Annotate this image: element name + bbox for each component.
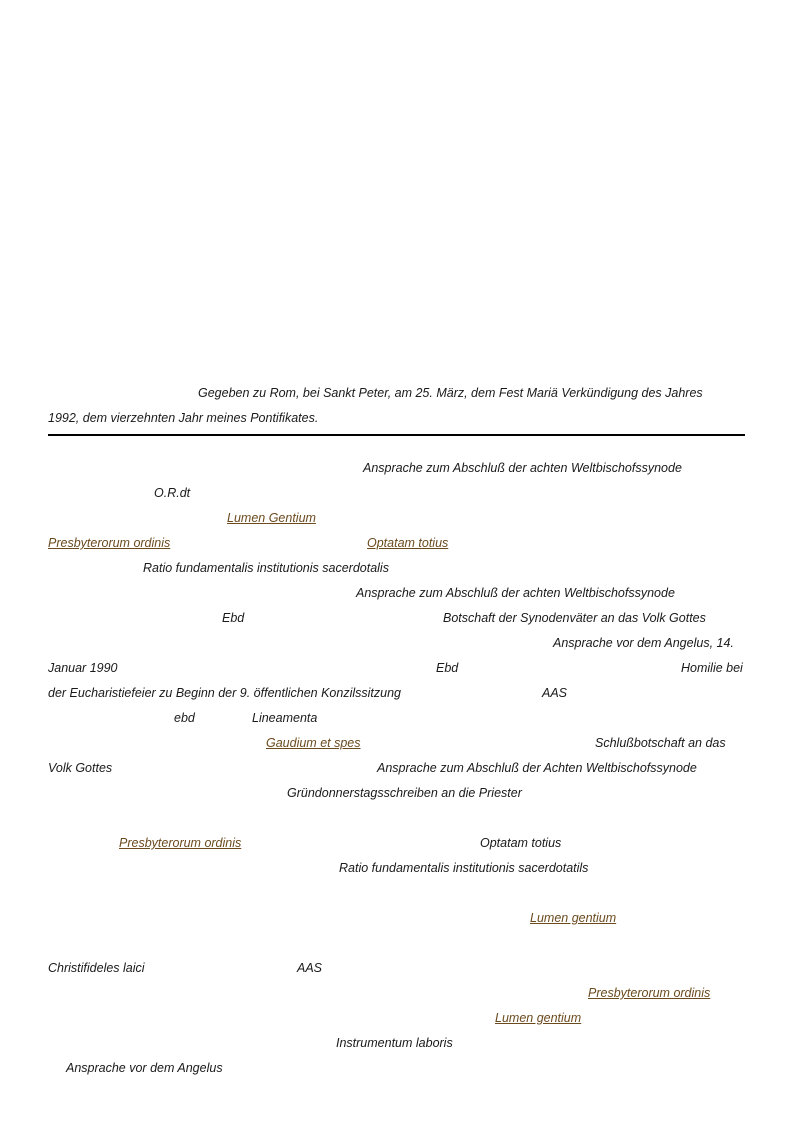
footnote-text: Ebd: [436, 661, 459, 675]
footnote-text: Ratio fundamentalis institutionis sacerdotalis: [143, 561, 389, 575]
footnote-text: Volk Gottes: [48, 761, 113, 775]
footnote-text: Homilie bei: [681, 661, 743, 675]
footnote-text: Christifideles laici: [48, 961, 145, 975]
footnote-link[interactable]: Gaudium et spes: [266, 736, 361, 750]
footnote-text: Schlußbotschaft an das: [595, 736, 726, 750]
footnote-text: AAS: [297, 961, 323, 975]
footnote-link[interactable]: Lumen gentium: [530, 911, 617, 925]
footnote-text: Ansprache zum Abschluß der achten Weltbischofssynode: [356, 586, 675, 600]
footnote-text: der Eucharistiefeier zu Beginn der 9. öffentlichen Konzilssitzung: [48, 686, 401, 700]
footnote-link[interactable]: Presbyterorum ordinis: [588, 986, 711, 1000]
footnote-text: ebd: [174, 711, 195, 725]
footnote-link[interactable]: Optatam totius: [367, 536, 449, 550]
footnote-link[interactable]: Lumen gentium: [495, 1011, 582, 1025]
footnote-text: AAS: [542, 686, 568, 700]
footnote-text: Ansprache zum Abschluß der achten Weltbischofssynode: [363, 461, 682, 475]
footnote-text: Ansprache vor dem Angelus, 14.: [553, 636, 734, 650]
footnote-link[interactable]: Presbyterorum ordinis: [48, 536, 171, 550]
footnote-text: Ratio fundamentalis institutionis sacerdotatils: [339, 861, 589, 875]
footnote-text: Januar 1990: [48, 661, 118, 675]
closing-line-2: 1992, dem vierzehnten Jahr meines Pontifikates.: [48, 411, 319, 425]
footnote-text: Lineamenta: [252, 711, 318, 725]
footnote-link[interactable]: Presbyterorum ordinis: [119, 836, 242, 850]
footnote-separator: [48, 434, 745, 436]
footnote-text: Optatam totius: [480, 836, 562, 850]
footnote-link[interactable]: Lumen Gentium: [227, 511, 316, 525]
footnote-text: Instrumentum laboris: [336, 1036, 453, 1050]
footnote-text: Gründonnerstagsschreiben an die Priester: [287, 786, 522, 800]
footnote-text: Ansprache zum Abschluß der Achten Weltbischofssynode: [377, 761, 697, 775]
closing-line-1: Gegeben zu Rom, bei Sankt Peter, am 25. März, dem Fest Mariä Verkündigung des Jahres: [198, 386, 703, 400]
footnote-text: Ansprache vor dem Angelus: [66, 1061, 223, 1075]
footnote-text: Botschaft der Synodenväter an das Volk Gottes: [443, 611, 706, 625]
footnote-text: O.R.dt: [154, 486, 191, 500]
footnote-text: Ebd: [222, 611, 245, 625]
